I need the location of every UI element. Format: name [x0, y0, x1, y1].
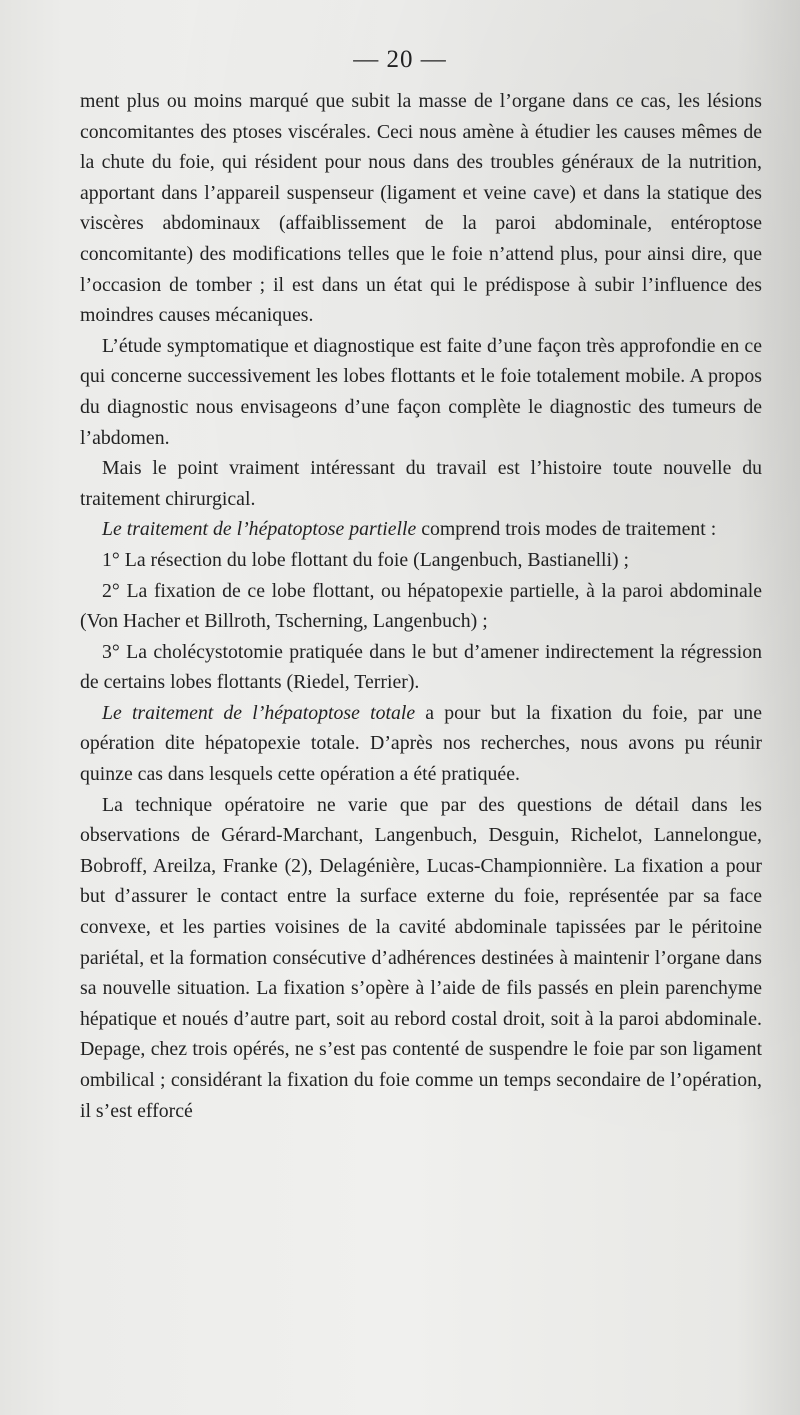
paragraph-operative-technique: La technique opératoire ne varie que par des questions de détail dans les observations de Gérard-Marchant, Langenbuch, Desguin, Richelot, Lannelongue, Bobroff, Areilza, Franke (2), Delagénière, Lucas-Championnière. La fixation a pour but d’assurer le contact entre la surface externe du foie, représentée par sa face convexe, et les parties voisines de la cavité abdominale tapissées par le péritoine pariétal, et la formation consécutive d’adhérences destinées à maintenir l’organe dans sa nouvelle situation. La fixation s’opère à l’aide de fils passés en plein parenchyme hépatique et noués d’autre part, soit au rebord costal droit, soit à la paroi abdominale. Depage, chez trois opérés, ne s’est pas contenté de suspendre le foie par son ligament ombilical ; considérant la fixation du foie comme un temps secondaire de l’opération, il s’est efforcé — [80, 793, 762, 1122]
paragraph-symptomatic-study: L’étude symptomatique et diagnostique est faite d’une façon très approfondie en ce qui concerne successivement les lobes flottants et le foie totalement mobile. A propos du diagnostic nous envisageons d’une façon complète le diagnostic des tumeurs de l’abdomen. — [80, 334, 762, 449]
list-item-cholecystotomy: 3° La cholécystotomie pratiquée dans le but d’amener indirectement la régression de certains lobes flottants (Riedel, Terrier). — [80, 640, 762, 694]
paragraph-total-hepatoptosis — [80, 698, 762, 790]
paragraph-partial-hepatoptosis — [80, 514, 762, 545]
partial-hepatoptosis-text: comprend trois modes de traitement : — [416, 518, 717, 541]
partial-hepatoptosis-heading: Le traitement de l’hépatoptose partielle — [102, 518, 417, 541]
list-item-resection: 1° La résection du lobe flottant du foie (Langenbuch, Bastianelli) ; — [102, 548, 630, 571]
list-item-fixation: 2° La fixation de ce lobe flottant, ou hépatopexie partielle, à la paroi abdominale (Von Hacher et Billroth, Tscherning, Langenbuch) ; — [80, 579, 762, 633]
total-hepatoptosis-heading: Le traitement de l’hépatoptose totale — [102, 701, 416, 724]
body-text — [80, 86, 762, 1126]
total-hepatoptosis-text: a pour but la fixation du foie, par une opération dite hépatopexie totale. D’après nos recherches, nous avons pu réunir quinze cas dans lesquels cette opération a été pratiquée. — [80, 701, 762, 786]
paragraph-surgical-treatment: Mais le point vraiment intéressant du travail est l’histoire toute nouvelle du traitement chirurgical. — [80, 457, 762, 510]
page-number: — 20 — — [353, 46, 447, 73]
paragraph-organ-displacement: ment plus ou moins marqué que subit la masse de l’organe dans ce cas, les lésions concomitantes des ptoses viscérales. Ceci nous amène à étudier les causes mêmes de la chute du foie, qui résident pour nous dans des troubles généraux de la nutrition, apportant dans l’appareil suspenseur (ligament et veine cave) et dans la statique des viscères abdominaux (affaiblissement de la paroi abdominale, entéroptose concomitante) des modifications telles que le foie n’attend plus, pour ainsi dire, que l’occasion de tomber ; il est dans un état qui le prédispose à subir l’influence des moindres causes mécaniques. — [80, 90, 762, 327]
